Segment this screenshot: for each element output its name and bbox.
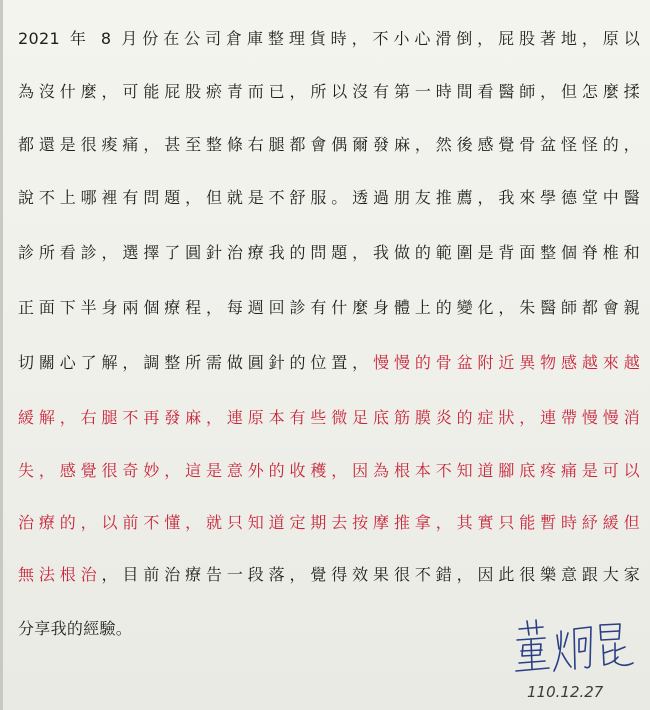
page-edge-shadow <box>0 0 3 710</box>
text-segment: 診所看診，選擇了圓針治療我的問題，我做的範圍是背面整個脊椎和 <box>18 243 640 262</box>
text-line <box>18 456 640 486</box>
text-line <box>18 508 640 538</box>
text-line <box>18 183 640 213</box>
signature-drawing <box>505 605 645 705</box>
handwritten-signature <box>505 605 645 705</box>
text-line <box>18 130 640 160</box>
text-line <box>18 293 640 323</box>
text-line <box>18 403 640 433</box>
text-segment: 都還是很痠痛，甚至整條右腿都會偶爾發麻，然後感覺骨盆怪怪的， <box>18 135 640 154</box>
text-segment: 分享我的經驗。 <box>18 619 133 638</box>
text-line <box>18 348 640 378</box>
highlighted-text-segment: 緩解，右腿不再發麻，連原本有些微足底筋膜炎的症狀，連帶慢慢消 <box>18 408 640 427</box>
highlighted-text-segment: 無法根治 <box>18 565 102 584</box>
highlighted-text-segment: 慢慢的骨盆附近異物感越來越 <box>373 353 640 372</box>
text-segment: 切關心了解，調整所需做圓針的位置， <box>18 353 374 372</box>
signature-date: 110.12.27 <box>527 683 604 701</box>
text-line <box>18 560 640 590</box>
text-segment: 2021 年 8 月份在公司倉庫整理貨時，不小心滑倒，屁股著地，原以 <box>18 29 640 48</box>
text-segment: 為沒什麼，可能屁股瘀青而已，所以沒有第一時間看醫師，但怎麼揉 <box>18 82 640 101</box>
text-segment: 說不上哪裡有問題，但就是不舒服。透過朋友推薦，我來學德堂中醫 <box>18 188 640 207</box>
text-segment: ，目前治療告一段落，覺得效果很不錯，因此很樂意跟大家 <box>101 565 640 584</box>
text-line <box>18 24 640 54</box>
text-line <box>18 77 640 107</box>
text-segment: 正面下半身兩個療程，每週回診有什麼身體上的變化，朱醫師都會親 <box>18 298 640 317</box>
text-line <box>18 238 640 268</box>
highlighted-text-segment: 治療的，以前不懂，就只知道定期去按摩推拿，其實只能暫時紓緩但 <box>18 513 640 532</box>
highlighted-text-segment: 失，感覺很奇妙，這是意外的收穫，因為根本不知道腳底疼痛是可以 <box>18 461 640 480</box>
